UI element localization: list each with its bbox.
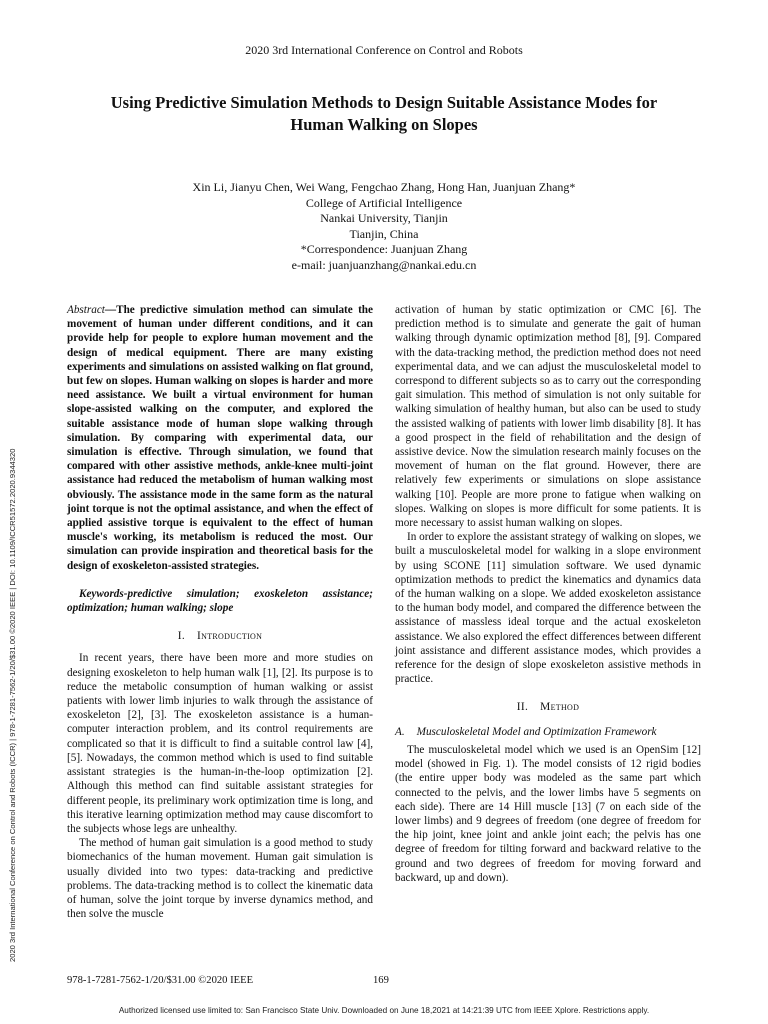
conference-header: 2020 3rd International Conference on Control and Robots [245,43,523,57]
section-heading-method [395,700,701,714]
subsection-title: Musculoskeletal Model and Optimization Framework [416,725,657,738]
title-line-1: Using Predictive Simulation Methods to Design Suitable Assistance Modes for [110,93,658,112]
intro-paragraph-1: In recent years, there have been more and more studies on designing exoskeleton to help human walk [1], [2]. Its purpose is to reduce the metabolic consumption of human walking or assist patients with lower limb injuries to walk through the assistance of exoskeleton [2], [3]. The exoskeleton assistance is a human-computer interaction problem, and its control requirements are complicated so that it is difficult to find a suitable control law [4], [5]. Nowadays, the common method which is used to find suitable assistant strategies is the human-in-the-loop optimization [2]. Although this method can find suitable assistant strategies for different people, its preliminary work optimization time is long, and this iterative learning optimization method may cause discomfort to the subjects whose legs are unhealthy. [67,652,373,835]
correspondence-line: *Correspondence: Juanjuan Zhang [300,242,468,256]
abstract-body: —The predictive simulation method can simulate the movement of human under different conditions, and it can provide help for people to explore human movement and the design of medical equipment. There are many existing experiments and simulations on assisted walking on flat ground, but few on slopes. Human walking on slopes is harder and more need assistance. We built a virtual environment for human slope-assisted walking on the computer, and explored the suitable assistance mode of human slope walking through simulation. By comparing with experimental data, our simulation is effective. Through simulation, we found that compared with other assistive methods, ankle-knee multi-joint assistance had reduced the metabolism of human walking most obviously. The assistance mode in the same form as the natural joint torque is not the optimal assistance, and when the effect of applied assistive torque is equivalent to the effect of human muscle's working, its metabolism is reduced the most. Our simulation can provide inspiration and theoretical basis for the design of exoskeleton-assisted strategies. [67,304,373,572]
section-number: II. [516,701,529,714]
intro-paragraph-4: In order to explore the assistant strategy of walking on slopes, we built a musculoskeletal model for walking in a slope environment by using SCONE [11] simulation software. We used dynamic optimization methods to predict the kinematics and dynamics data of the human walking on a slope. We added exoskeleton assistance to the human body model, and compared the difference between the assistance of massless ideal torque and the actual exoskeleton assistance. We also explored the effect differences between different joint assistance and different assistance modes, which provides a reference for the design of slope exoskeleton assistive methods in practice. [395,531,701,686]
subsection-heading [395,725,701,739]
paper-title [80,92,688,136]
affiliation-line: Tianjin, China [349,226,419,241]
email-line: e-mail: juanjuanzhang@nankai.edu.cn [291,257,477,272]
section-heading-introduction [67,629,373,643]
abstract [67,303,373,573]
section-title: Introduction [197,630,263,643]
subsection-number: A. [395,725,405,738]
license-notice: Authorized licensed use limited to: San Francisco State Univ. Downloaded on June 18,2021 at 14:21:39 UTC from IEEE Xplore. Restrictions apply. [118,1006,650,1015]
affiliation-line: Nankai University, Tianjin [320,211,448,225]
isbn-copyright: 978-1-7281-7562-1/20/$31.00 ©2020 IEEE [67,975,254,986]
doi-side-strip: 2020 3rd International Conference on Control and Robots (ICCR) | 978-1-7281-7562-1/20/$31.00 ©2020 IEEE | DOI: 10.1109/ICCR51572.2020.9344320 [8,448,17,962]
affiliation-line: College of Artificial Intelligence [305,195,463,210]
section-number: I. [177,630,186,643]
title-line-2: Human Walking on Slopes [290,115,478,134]
section-title: Method [540,701,580,714]
page-number: 169 [373,975,389,986]
author-block [0,180,768,273]
keywords: Keywords-predictive simulation; exoskeleton assistance; optimization; human walking; slope [67,587,373,615]
author-list: Xin Li, Jianyu Chen, Wei Wang, Fengchao Zhang, Hong Han, Juanjuan Zhang* [192,180,576,194]
intro-paragraph-2: The method of human gait simulation is a good method to study biomechanics of the human movement. Human gait simulation is usually divided into two types: data-tracking and predictive problems. The data-tracking method is to collect the kinematic data of human, solve the joint torque by inverse dynamics method, and then solve the muscle [67,837,373,921]
right-column [395,303,701,885]
method-paragraph-1: The musculoskeletal model which we used is an OpenSim [12] model (showed in Fig. 1). The model consists of 12 rigid bodies (the entire upper body was modeled as the same part which connected to the pelvis, and the lower limbs have 5 segments on each side). There are 14 Hill muscle [13] (7 on each side of the lower limbs) and 9 degrees of freedom (one degree of freedom for the hip joint, knee joint and ankle joint each; the pelvis has one degree of freedom for tilting forward and backward relative to the ground and two degrees of freedom for moving forward and backward, up and down). [395,743,701,884]
intro-paragraph-3: activation of human by static optimization or CMC [6]. The prediction method is to simulate and generate the gait of human walking through dynamic optimization method [8], [9]. Compared with the data-tracking method, the prediction method does not need experimental data, and we can adjust the musculoskeletal model to correspond to different subjects so as to carry out the corresponding gait simulation. This method of simulation is not only suitable for walking simulation of healthy human, but also can be used to study the assisted walking of patients with lower limb disability [8]. It has a good prospect in the field of rehabilitation and the design of assistive device. Now the simulation research mainly focuses on the movement of human on the flat ground. However, there are relatively few experiments or simulations on slope assistance walking [10]. People are more prone to fatigue when walking on slopes. Walking on slopes is more difficult for some patients. It is more necessary to assist human walking on slopes. [395,304,701,530]
abstract-label: Abstract [67,304,105,316]
left-column [67,303,373,921]
